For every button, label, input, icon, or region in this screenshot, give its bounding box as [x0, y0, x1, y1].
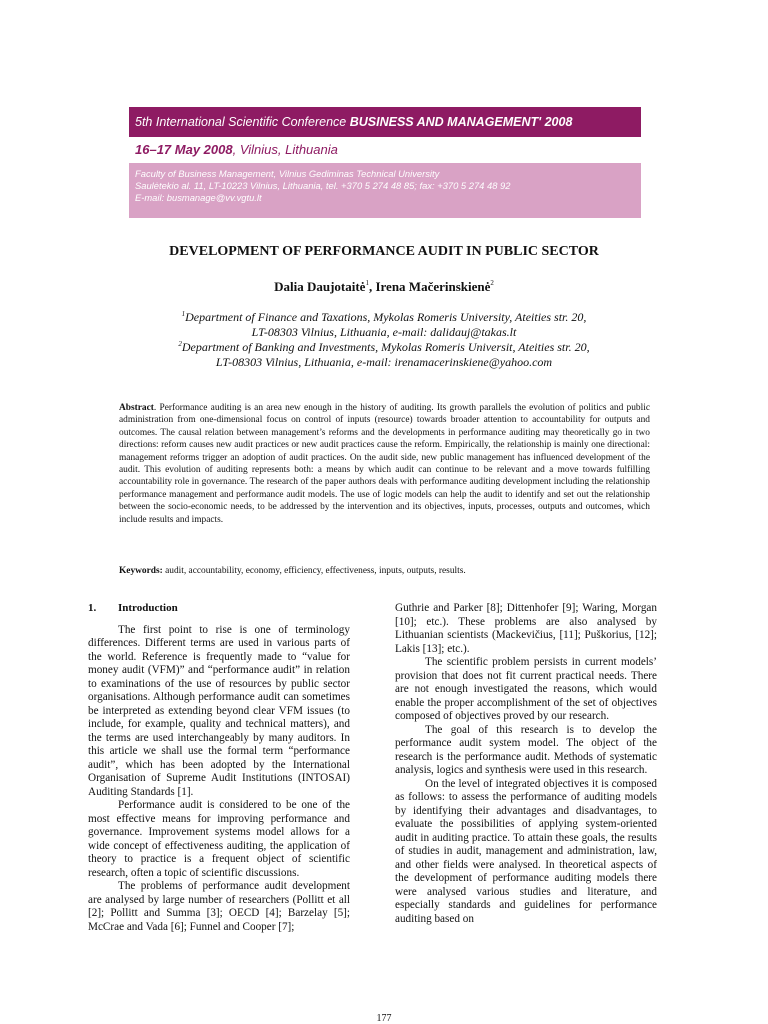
- abstract-label: Abstract: [119, 403, 154, 413]
- section-heading: [88, 602, 350, 616]
- author-2: Irena Mačerinskienė: [375, 279, 491, 294]
- affiliation-2-mark: 2: [178, 340, 182, 348]
- affiliation-2: Department of Banking and Investments, Mykolas Romeris Universit, Ateities str. 20,: [181, 340, 590, 354]
- affiliation-1: Department of Finance and Taxations, Mykolas Romeris University, Ateities str. 20,: [185, 310, 587, 324]
- right-column: [395, 602, 657, 926]
- faculty-banner: [129, 163, 641, 218]
- author-separator: ,: [368, 279, 376, 294]
- paragraph: Performance audit is considered to be one of the most effective means for improving performance and governance. Improvement systems model allows for a wide concept of effectiveness auditing, the application of theory to practice is a frequent object of scientific research, often a topic of scientific discussions.: [88, 799, 350, 879]
- keywords-text: audit, accountability, economy, efficiency, effectiveness, inputs, outputs, results.: [162, 566, 466, 576]
- conference-date-banner: [129, 137, 641, 163]
- keywords-label: Keywords:: [119, 566, 163, 576]
- faculty-name: Faculty of Business Management, Vilnius Gediminas Technical University: [135, 168, 440, 179]
- author-1: Dalia Daujotaitė: [274, 279, 366, 294]
- conference-place: , Vilnius, Lithuania: [232, 142, 338, 157]
- section-title: Introduction: [118, 602, 178, 614]
- page-number: 177: [376, 1013, 392, 1024]
- conference-banner: [129, 107, 641, 137]
- section-number: 1.: [88, 602, 97, 614]
- keywords: [119, 565, 650, 577]
- paragraph: The problems of performance audit development are analysed by large number of researchers (Pollitt et all [2]; Pollitt and Summa [3]; OECD [4]; Barzelay [5]; McCrae and Vada [6]; Funnel and Cooper [7];: [88, 880, 350, 933]
- paragraph: The scientific problem persists in current models’ provision that does not fit current practical needs. There are not enough investigated the reasons, which would enable the proper accomplishment of the set of objectives composed of objectives proved by our research.: [395, 656, 657, 722]
- paper-title: DEVELOPMENT OF PERFORMANCE AUDIT IN PUBLIC SECTOR: [169, 244, 599, 259]
- author-1-mark: 1: [365, 279, 369, 287]
- paragraph: Guthrie and Parker [8]; Dittenhofer [9]; Waring, Morgan [10]; etc.). These problems are also analysed by Lithuanian scientists (Mackevičius, [11]; Puškorius, [12]; Lakis [13]; etc.).: [395, 602, 657, 655]
- conference-name: BUSINESS AND MANAGEMENT' 2008: [349, 115, 573, 129]
- affiliations: [0, 310, 768, 370]
- abstract-text: . Performance auditing is an area new enough in the history of auditing. Its growth parallels the evolution of politics and public administration from one-dimensional focus on control of inputs (resource) towards broader attention to accountability for outputs and outcomes. The causal relation between management’s reforms and the developments in performance auditing may theoretically go in two directions: reform causes new audit practices or new audit practices cause the reform. Empirically, the relationship is mainly one directional: management reforms trigger an adoption of audit practices. On the audit side, new public management has influenced development of the audit. This evolution of auditing represents both: a means by which audit can continue to be relevant and a move towards fulfilling accountability role in governance. The research of the paper authors deals with performance auditing development including the relationship performance management and performance audit models. The use of logic models can help the audit to identify and set out the relationship between the socio-economic needs, to be addressed by the intervention and its objectives, inputs, processes, outputs and outcomes, which include results and impacts.: [119, 403, 650, 525]
- faculty-email: E-mail: busmanage@vv.vgtu.lt: [135, 192, 262, 203]
- left-column: [88, 602, 350, 934]
- affiliation-1-mark: 1: [181, 310, 186, 318]
- authors: [0, 279, 768, 295]
- conference-date: 16–17 May 2008: [135, 142, 233, 157]
- affiliation-1-contact: LT-08303 Vilnius, Lithuania, e-mail: dalidauj@takas.lt: [251, 325, 517, 339]
- abstract: [119, 402, 650, 526]
- paragraph: The first point to rise is one of terminology differences. Different terms are used in various parts of the world. Reference is frequently made to “value for money audit (VFM)” and “performance audit” in relation to examinations of the use of resources by public sector organisations. Although performance audit can sometimes be interpreted as extending beyond clear VFM issues (to include, for example, quality and technical matters), and the terms are used interchangeably by many auditors. In this article we shall use the formal term “performance audit”, which has been adopted by the International Organisation of Supreme Audit Institutions (INTOSAI) Auditing Standards [1].: [88, 623, 350, 798]
- conference-prefix: 5th International Scientific Conference: [135, 115, 350, 129]
- faculty-address: Saulėtekio al. 11, LT-10223 Vilnius, Lithuania, tel. +370 5 274 48 85; fax: +370 5 274 48 92: [135, 180, 511, 191]
- paragraph: The goal of this research is to develop the performance audit system model. The object of the research is the performance audit. Methods of systematic analysis, logics and synthesis were used in this research.: [395, 723, 657, 776]
- paragraph: On the level of integrated objectives it is composed as follows: to assess the performance of auditing models by identifying their advantages and disadvantages, to evaluate the possibilities of applying system-oriented audit in auditing practice. To attain these goals, the results of studies in audit, management and administration, law, and other fields were analysed. In theoretical aspects of the development of performance auditing models there were analysed various studies and literature, and especially standards and guidelines for performance auditing based on: [395, 777, 657, 925]
- author-2-mark: 2: [490, 279, 494, 287]
- affiliation-2-contact: LT-08303 Vilnius, Lithuania, e-mail: irenamacerinskiene@yahoo.com: [215, 355, 553, 369]
